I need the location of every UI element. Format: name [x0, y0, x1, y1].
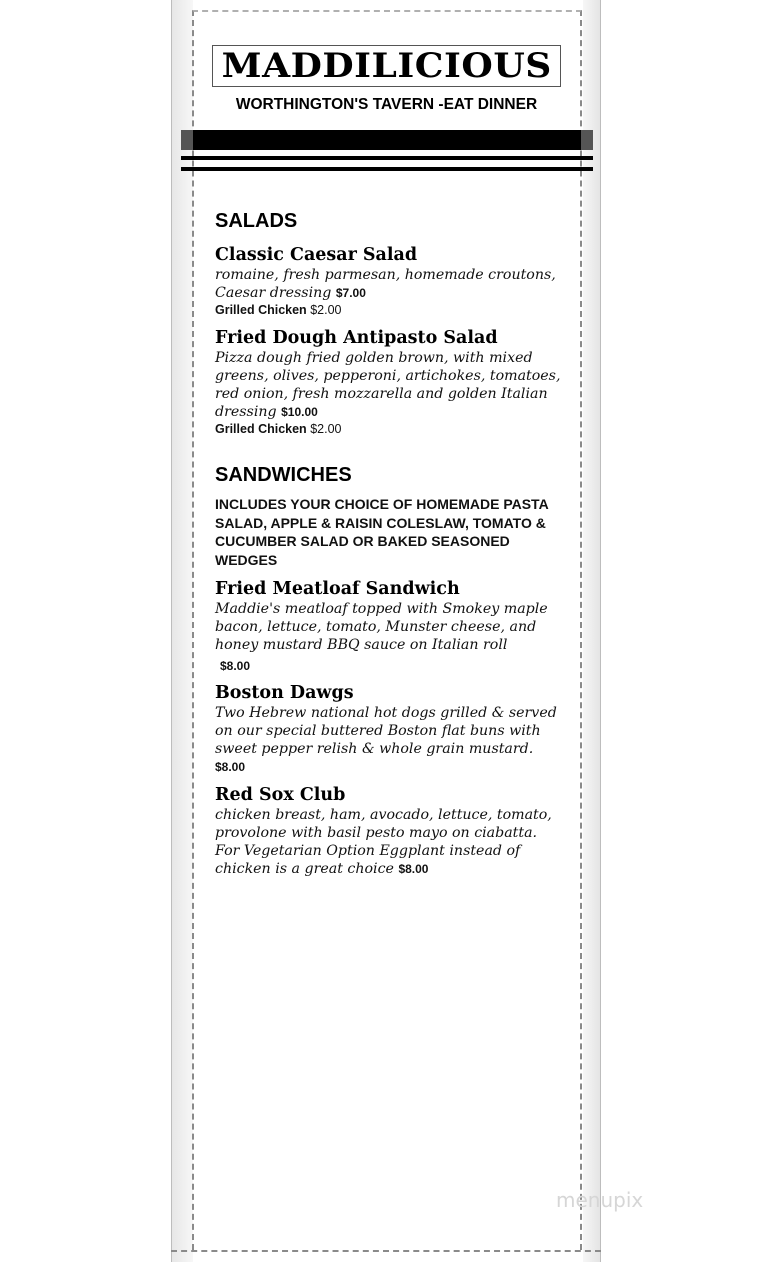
- header-band-thick: [181, 130, 593, 150]
- addon-label: Grilled Chicken: [215, 303, 307, 317]
- section-heading-salads: SALADS: [215, 210, 298, 232]
- dashed-border-bottom: [171, 1250, 601, 1252]
- menu-item-red-sox-club: [215, 785, 565, 878]
- item-price: $8.00: [215, 760, 246, 774]
- item-name: Fried Meatloaf Sandwich: [215, 579, 460, 599]
- menu-content: [215, 205, 565, 878]
- watermark: menupix: [556, 1188, 644, 1212]
- page-edge-left: [171, 0, 193, 1262]
- item-name: Fried Dough Antipasto Salad: [215, 328, 498, 348]
- item-description: [215, 704, 565, 776]
- addon-price: $2.00: [310, 303, 342, 317]
- item-description-text: Pizza dough fried golden brown, with mixed greens, olives, pepperoni, artichokes, tomatoes, red onion, fresh mozzarella and golden Italian dressing: [215, 350, 561, 420]
- page-outline-right: [600, 0, 601, 1262]
- item-price: $8.00: [220, 659, 251, 673]
- sandwich-sides-note: INCLUDES YOUR CHOICE OF HOMEMADE PASTA SALAD, APPLE & RAISIN COLESLAW, TOMATO & CUCUMBER SALAD OR BAKED SEASONED WEDGES: [215, 496, 549, 568]
- item-description: [215, 349, 565, 421]
- item-name: Red Sox Club: [215, 785, 346, 805]
- item-name: Classic Caesar Salad: [215, 245, 418, 265]
- menu-item-caesar-salad: [215, 245, 565, 318]
- item-price: $7.00: [335, 286, 366, 300]
- item-addon: [215, 421, 565, 437]
- item-description: Maddie's meatloaf topped with Smokey maple bacon, lettuce, tomato, Munster cheese, and honey mustard BBQ sauce on Italian roll: [215, 601, 548, 653]
- addon-price: $2.00: [310, 422, 342, 436]
- menu-subtitle: WORTHINGTON'S TAVERN -EAT DINNER: [235, 96, 538, 113]
- section-heading-sandwiches: SANDWICHES: [215, 464, 352, 486]
- menu-item-meatloaf-sandwich: [215, 579, 565, 674]
- item-price: $10.00: [281, 405, 318, 419]
- section-salads: [215, 209, 565, 437]
- page-outline-left: [171, 0, 172, 1262]
- section-sandwiches: [215, 463, 565, 878]
- header-band-cap-left: [181, 130, 193, 150]
- header-band-thin-2: [181, 167, 593, 171]
- item-name: Boston Dawgs: [215, 683, 354, 703]
- item-description-text: romaine, fresh parmesan, homemade croutons, Caesar dressing: [215, 267, 556, 301]
- menu-item-boston-dawgs: [215, 683, 565, 776]
- header-band-cap-right: [581, 130, 593, 150]
- item-description-text: Two Hebrew national hot dogs grilled & served on our special buttered Boston flat buns with sweet pepper relish & whole grain mustard.: [215, 705, 557, 757]
- title-box: [212, 45, 561, 87]
- menu-title: MADDILICIOUS: [221, 46, 552, 86]
- header-band-thin-1: [181, 156, 593, 160]
- item-addon: [215, 302, 565, 318]
- item-description: [215, 266, 565, 302]
- menu-item-antipasto-salad: [215, 328, 565, 437]
- item-description-text: chicken breast, ham, avocado, lettuce, tomato, provolone with basil pesto mayo on ciabatta. For Vegetarian Option Eggplant instead of chicken is a great choice: [215, 807, 552, 877]
- addon-label: Grilled Chicken: [215, 422, 307, 436]
- page-edge-right: [583, 0, 601, 1262]
- item-description: [215, 806, 565, 878]
- item-price: $8.00: [398, 862, 429, 876]
